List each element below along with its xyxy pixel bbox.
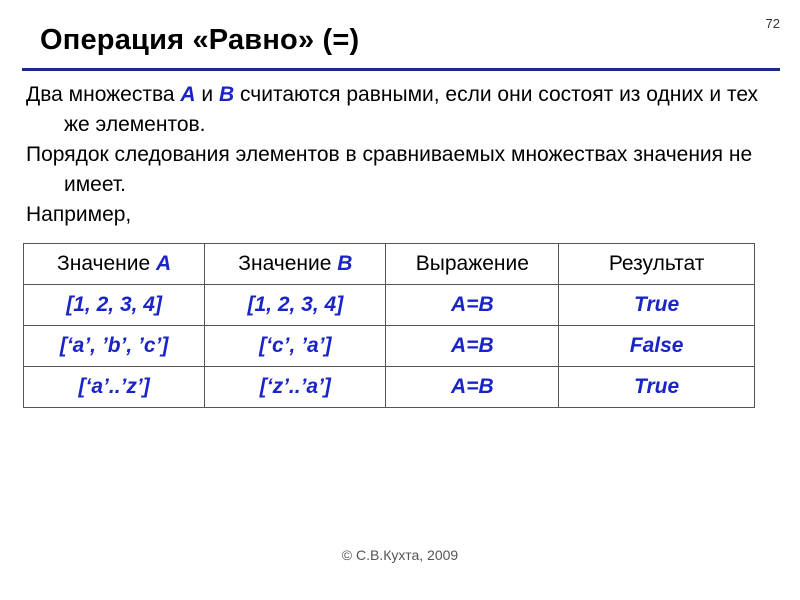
cell-result: False (559, 326, 755, 367)
text-fragment: и (195, 83, 219, 106)
table-row (24, 326, 755, 367)
header-var-b: B (337, 252, 353, 275)
cell-result: True (559, 367, 755, 408)
set-b-label: B (219, 83, 235, 106)
slide-title: Операция «Равно» (=) (40, 24, 360, 56)
header-text: Значение (238, 252, 338, 275)
footer-copyright: © С.В.Кухта, 2009 (341, 547, 459, 563)
title-rule (22, 68, 780, 71)
paragraph-order: Порядок следования элементов в сравниваемых множествах значения не имеет. (26, 143, 753, 196)
header-expression: Выражение (386, 244, 559, 285)
cell-expression: A=B (386, 367, 559, 408)
header-var-a: A (156, 252, 172, 275)
set-a-label: A (180, 83, 196, 106)
table-row (24, 367, 755, 408)
cell-value-b: [1, 2, 3, 4] (205, 285, 386, 326)
table-header-row (24, 244, 755, 285)
header-value-b (205, 244, 386, 285)
cell-value-a: [‘a’, ’b’, ’c’] (24, 326, 205, 367)
paragraph-definition (26, 80, 786, 140)
slide-number: 72 (765, 16, 780, 31)
cell-expression: A=B (386, 285, 559, 326)
header-result: Результат (559, 244, 755, 285)
table-row (24, 285, 755, 326)
paragraph-example: Например, (26, 203, 132, 226)
cell-value-a: [‘a’..’z’] (24, 367, 205, 408)
text-fragment: считаются равными, если они состоят из одних и тех же элементов. (64, 83, 759, 136)
cell-value-a: [1, 2, 3, 4] (24, 285, 205, 326)
cell-value-b: [‘c’, ’a’] (205, 326, 386, 367)
cell-value-b: [‘z’..’a’] (205, 367, 386, 408)
examples-table (23, 243, 755, 408)
cell-expression: A=B (386, 326, 559, 367)
header-value-a (24, 244, 205, 285)
body-text (26, 80, 786, 230)
cell-result: True (559, 285, 755, 326)
text-fragment: Два множества (26, 83, 181, 106)
header-text: Значение (57, 252, 157, 275)
